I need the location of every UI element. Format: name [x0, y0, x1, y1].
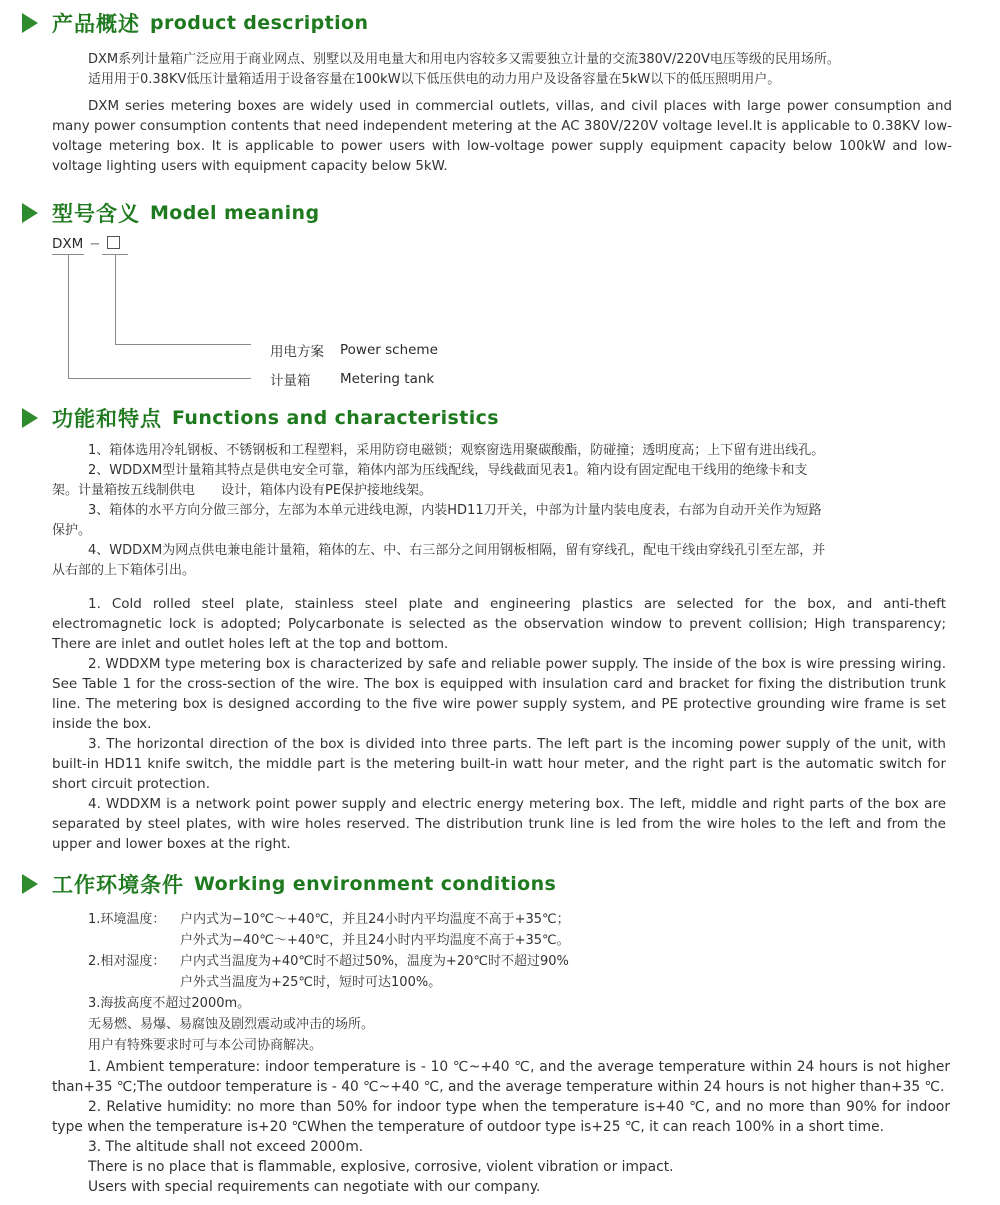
env-value: 户内式当温度为+40℃时不超过50%，温度为+20℃时不超过90% [180, 954, 569, 969]
leader-horizontal-box [115, 344, 251, 345]
env-row-humidity [88, 951, 688, 972]
triangle-bullet-icon [22, 203, 38, 223]
env-label: 2.相对湿度： [88, 954, 166, 969]
label-metering-tank-en: Metering tank [340, 371, 435, 387]
list-item: 1. Cold rolled steel plate, stainless steel plate and engineering plastics are selected for the box, and anti-theft electromagnetic lock is adopted; Polycarbonate is selected as the observation window to prevent collision; High transparency; There are inlet and outlet holes left at the top and bottom. [52, 596, 946, 652]
environment-cn [88, 909, 688, 1056]
product-description-en [52, 97, 952, 177]
list-item: 3. The horizontal direction of the box is divided into three parts. The left part is the incoming power supply of the unit, with built-in HD11 knife switch, the middle part is the metering built-in watt hour meter, and the right part is the automatic switch for short circuit protection. [52, 736, 946, 792]
list-item-continued: 架。计量箱按五线制供电 设计，箱体内设有PE保护接地线架。 [52, 483, 433, 498]
section-header-model [22, 198, 319, 228]
section-header-product [22, 8, 368, 38]
model-placeholder-box [107, 236, 120, 249]
model-code-dash: − [89, 236, 101, 252]
section-header-functions [22, 403, 499, 433]
env-special: 用户有特殊要求时可与本公司协商解决。 [88, 1038, 323, 1053]
leader-vertical-box [115, 254, 116, 344]
paragraph: DXM系列计量箱广泛应用于商业网点、别墅以及用电量大和用电内容较多又需要独立计量的交流380V/220V电压等级的民用场所。 [88, 52, 840, 67]
list-item: 1、箱体选用冷轧钢板、不锈钢板和工程塑料，采用防窃电磁锁；观察窗选用聚碳酸酯，防碰撞；透明度高；上下留有进出线孔。 [88, 443, 825, 458]
model-diagram [52, 236, 472, 389]
list-item: 2、WDDXM型计量箱其特点是供电安全可靠，箱体内部为压线配线，导线截面见表1。箱内设有固定配电干线用的绝缘卡和支 [88, 463, 808, 478]
list-item-continued: 从右部的上下箱体引出。 [52, 563, 196, 578]
section-title-cn: 产品概述 [52, 12, 140, 36]
triangle-bullet-icon [22, 13, 38, 33]
section-title-cn: 工作环境条件 [52, 873, 184, 897]
section-title-en: Model meaning [150, 202, 320, 224]
triangle-bullet-icon [22, 408, 38, 428]
section-header-environment [22, 869, 556, 899]
paragraph: 1. Ambient temperature: indoor temperature is - 10 ℃~+40 ℃, and the average temperature within 24 hours is not higher than+35 ℃;The outdoor temperature is - 40 ℃~+40 ℃, and the average temperature within 24 hours is not higher than+35 ℃. [52, 1059, 950, 1095]
paragraph: Users with special requirements can negotiate with our company. [88, 1179, 541, 1195]
leader-vertical-dxm [68, 254, 69, 378]
label-power-scheme-en: Power scheme [340, 342, 438, 358]
functions-en [52, 594, 946, 854]
env-value: 户内式为−10℃～+40℃，并且24小时内平均温度不高于+35℃； [180, 912, 570, 927]
list-item: 2. WDDXM type metering box is characterized by safe and reliable power supply. The inside of the box is wire pressing wiring. See Table 1 for the cross-section of the wire. The box is equipped with insulation card and bracket for fixing the distribution trunk line. The metering box is designed according to the five wire power supply system, and PE protective grounding wire frame is set inside the box. [52, 656, 946, 732]
model-code [52, 236, 120, 252]
leader-horizontal-dxm [68, 378, 251, 379]
env-label: 1.环境温度： [88, 912, 166, 927]
paragraph: 2. Relative humidity: no more than 50% for indoor type when the temperature is+40 ℃, and no more than 90% for indoor type when the temperature is+20 ℃When the temperature of outdoor type is+25 ℃, it can reach 100% in a short time. [52, 1099, 950, 1135]
env-place: 无易燃、易爆、易腐蚀及剧烈震动或冲击的场所。 [88, 1017, 375, 1032]
env-value: 户外式为−40℃～+40℃，并且24小时内平均温度不高于+35℃。 [180, 933, 570, 948]
env-row-temperature [88, 909, 688, 930]
model-code-text: DXM [52, 236, 84, 252]
paragraph: 3. The altitude shall not exceed 2000m. [88, 1139, 364, 1155]
list-item-continued: 保护。 [52, 523, 92, 538]
env-value: 户外式当温度为+25℃时，短时可达100%。 [180, 975, 442, 990]
functions-cn [52, 441, 952, 581]
product-description-cn [88, 50, 968, 90]
environment-en [52, 1057, 950, 1197]
list-item: 4. WDDXM is a network point power supply and electric energy metering box. The left, middle and right parts of the box are separated by steel plates, with wire holes reserved. The distribution trunk line is led from the wire holes to the left and from the upper and lower boxes at the right. [52, 796, 946, 852]
label-metering-tank-cn: 计量箱 [270, 373, 311, 389]
section-title-en: Working environment conditions [194, 873, 557, 895]
list-item: 3、箱体的水平方向分做三部分，左部为本单元进线电源，内装HD11刀开关，中部为计量内装电度表，右部为自动开关作为短路 [88, 503, 822, 518]
list-item: 4、WDDXM为网点供电兼电能计量箱，箱体的左、中、右三部分之间用钢板相隔，留有穿线孔，配电干线由穿线孔引至左部，并 [88, 543, 826, 558]
paragraph: DXM series metering boxes are widely used in commercial outlets, villas, and civil places with large power consumption and many power consumption contents that need independent metering at the AC 380V/220V voltage level.It is applicable to 0.38KV low-voltage metering box. It is applicable to power users with low-voltage power supply equipment capacity below 100kW and low-voltage lighting users with equipment capacity below 5kW. [52, 99, 952, 174]
section-title-cn: 型号含义 [52, 202, 140, 226]
paragraph: 适用用于0.38KV低压计量箱适用于设备容量在100kW以下低压供电的动力用户及设备容量在5kW以下的低压照明用户。 [88, 72, 781, 87]
label-power-scheme-cn: 用电方案 [270, 344, 324, 360]
triangle-bullet-icon [22, 874, 38, 894]
section-title-cn: 功能和特点 [52, 407, 162, 431]
env-altitude: 3.海拔高度不超过2000m。 [88, 996, 251, 1011]
section-title-en: Functions and characteristics [172, 407, 500, 429]
section-title-en: product description [150, 12, 369, 34]
paragraph: There is no place that is flammable, explosive, corrosive, violent vibration or impact. [88, 1159, 674, 1175]
